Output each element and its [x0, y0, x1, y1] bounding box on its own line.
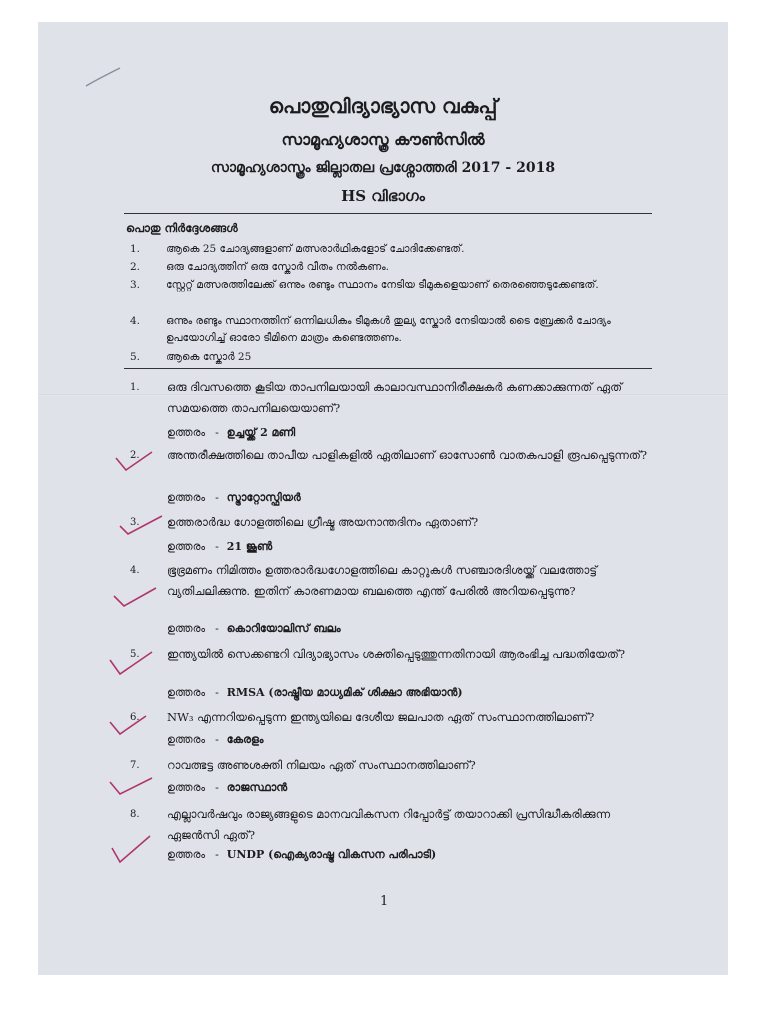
instruction-number: 3.: [130, 279, 141, 291]
answer-text: 21 ജൂൺ: [226, 540, 273, 553]
council-title: സാമൂഹ്യശാസ്ത്ര കൗൺസിൽ: [281, 130, 485, 149]
answer-text: RMSA (രാഷ്ട്രീയ മാധ്യമിക് ശിക്ഷാ അഭിയാൻ): [226, 686, 463, 699]
question-text: അന്തരീക്ഷത്തിലെ താപീയ പാളികളിൽ ഏതിലാണ് ഓസോൺ വാതകപാളി രൂപപ്പെടുന്നത്?: [167, 448, 648, 462]
question-number: 6.: [130, 712, 140, 723]
instruction-text: ആകെ സ്കോർ 25: [166, 351, 252, 363]
answer-label: ഉത്തരം: [167, 733, 206, 746]
answer-line: [167, 781, 287, 795]
answer-dash: -: [215, 426, 219, 439]
answer-line: [167, 540, 272, 554]
checkmark-tick-icon: [110, 832, 152, 866]
answer-text: കൊറിയോലിസ് ബലം: [226, 622, 341, 635]
pen-stroke-mark: [84, 66, 124, 90]
instruction-text: സ്റ്റേറ്റ് മത്സരത്തിലേക്ക് ഒന്നും രണ്ടും സ്ഥാനം നേടിയ ടീമുകളെയാണ് തെരഞ്ഞെടുക്കേണ്ടത്.: [166, 279, 599, 291]
answer-dash: -: [215, 491, 219, 504]
answer-line: [167, 426, 295, 440]
question-text: ഭൂഭ്രമണം നിമിത്തം ഉത്തരാർദ്ധഗോളത്തിലെ കാറ്റുകൾ സഞ്ചാരദിശയ്ക്ക് വലത്തോട്ട് വ്യതിചലിക്കുന്നു. ഇതിന് കാരണമായ ബലത്തെ എന്ത് പേരിൽ അറിയപ്പെടുന്നു?: [167, 563, 598, 598]
instruction-text: ആകെ 25 ചോദ്യങ്ങളാണ് മത്സരാർഥികളോട് ചോദിക്കേണ്ടത്.: [166, 243, 465, 255]
answer-line: [167, 622, 341, 636]
answer-text: രാജസ്ഥാൻ: [226, 781, 288, 794]
exam-page: [38, 22, 728, 975]
question-number: 3.: [130, 517, 140, 528]
answer-line: [167, 686, 463, 700]
answer-dash: -: [215, 733, 219, 746]
page-number: 1: [380, 894, 389, 909]
answer-label: ഉത്തരം: [167, 491, 206, 504]
checkmark-tick-icon: [112, 582, 158, 610]
answer-label: ഉത്തരം: [167, 426, 206, 439]
question-text: ഉത്തരാർദ്ധ ഗോളത്തിലെ ഗ്രീഷ്മ അയനാന്തദിനം ഏതാണ്?: [167, 515, 479, 529]
question-text: ഒരു ദിവസത്തെ കൂടിയ താപനിലയായി കാലാവസ്ഥാനിരീക്ഷകർ കണക്കാക്കുന്നത് ഏത് സമയത്തെ താപനിലയെയാണ്?: [167, 380, 623, 415]
header-rule: [124, 213, 652, 214]
instruction-text: ഒന്നും രണ്ടും സ്ഥാനത്തിന് ഒന്നിലധികം ടീമുകൾ തുല്യ സ്കോർ നേടിയാൽ ടൈ ബ്രേക്കർ ചോദ്യം ഉപയോഗിച്ച് ഓരോ ടീമിനെ മാത്രം കണ്ടെത്തണം.: [166, 315, 611, 344]
answer-dash: -: [215, 622, 219, 635]
question-number: 2.: [130, 450, 140, 461]
answer-label: ഉത്തരം: [167, 686, 206, 699]
answer-dash: -: [215, 848, 219, 861]
answer-label: ഉത്തരം: [167, 781, 206, 794]
checkmark-tick-icon: [114, 448, 154, 474]
checkmark-tick-icon: [118, 512, 164, 538]
answer-dash: -: [215, 540, 219, 553]
answer-text: ഉച്ചയ്ക്ക് 2 മണി: [226, 426, 296, 439]
question-number: 5.: [130, 649, 140, 660]
question-text: NW₃ എന്നറിയപ്പെടുന്ന ഇന്ത്യയിലെ ദേശീയ ജലപാത ഏത് സംസ്ഥാനത്തിലാണ്?: [167, 710, 595, 724]
checkmark-tick-icon: [108, 712, 148, 738]
department-title: പൊതുവിദ്യാഭ്യാസ വകുപ്പ്: [268, 94, 498, 118]
answer-label: ഉത്തരം: [167, 540, 206, 553]
section-title: HS വിഭാഗം: [341, 187, 425, 205]
answer-text: കേരളം: [226, 733, 264, 746]
answer-line: [167, 733, 264, 747]
quiz-title: സാമൂഹ്യശാസ്ത്രം ജില്ലാതല പ്രശ്നോത്തരി 2017 - 2018: [210, 160, 556, 176]
question-text: എല്ലാവർഷവും രാജ്യങ്ങളുടെ മാനവവികസന റിപ്പോർട്ട് തയാറാക്കി പ്രസിദ്ധീകരിക്കുന്ന ഏജൻസി ഏത്?: [167, 807, 611, 842]
answer-label: ഉത്തരം: [167, 622, 206, 635]
checkmark-tick-icon: [108, 772, 154, 798]
answer-dash: -: [215, 781, 219, 794]
instruction-number: 2.: [130, 261, 141, 273]
question-number: 7.: [130, 760, 140, 771]
instruction-number: 5.: [130, 351, 141, 363]
question-number: 8.: [130, 809, 140, 820]
instruction-number: 4.: [130, 315, 141, 327]
general-instructions-heading: പൊതു നിർദ്ദേശങ്ങൾ: [126, 221, 238, 235]
answer-line: [167, 491, 301, 505]
answer-text: UNDP (ഐക്യരാഷ്ട്ര വികസന പരിപാടി): [226, 848, 437, 861]
question-text: റാവത്ഭട്ട അണുശക്തി നിലയം ഏത് സംസ്ഥാനത്തിലാണ്?: [167, 758, 476, 772]
answer-dash: -: [215, 686, 219, 699]
question-text: ഇന്ത്യയിൽ സെക്കണ്ടറി വിദ്യാഭ്യാസം ശക്തിപ്പെടുത്തുന്നതിനായി ആരംഭിച്ച പദ്ധതിയേത്?: [167, 647, 625, 661]
instruction-text: ഒരു ചോദ്യത്തിന് ഒരു സ്കോർ വീതം നൽകണം.: [166, 261, 389, 273]
instruction-number: 1.: [130, 243, 141, 255]
answer-label: ഉത്തരം: [167, 848, 206, 861]
question-number: 1.: [130, 382, 140, 393]
checkmark-tick-icon: [108, 648, 154, 678]
question-number: 4.: [130, 565, 140, 576]
instructions-rule: [124, 368, 652, 369]
answer-text: സ്ട്രാറ്റോസ്ഫിയർ: [226, 491, 301, 504]
answer-line: [167, 848, 436, 862]
